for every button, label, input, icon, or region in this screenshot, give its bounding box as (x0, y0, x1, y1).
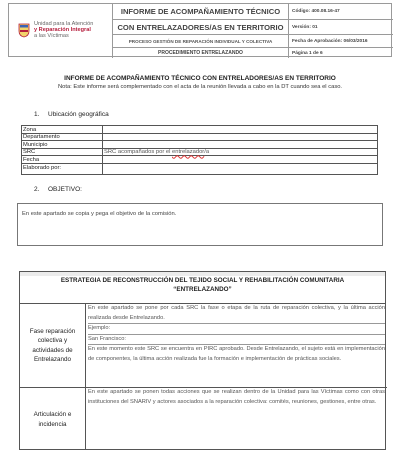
phase-label-line: actividades de (32, 346, 73, 354)
strategy-title-line-2: “ENTRELAZANDO” (173, 286, 232, 293)
geo-label: SRC (23, 149, 36, 156)
geo-label: Fecha (23, 156, 40, 163)
phase-paragraph: Ejemplo: (88, 324, 385, 335)
geo-row-zona (22, 126, 377, 134)
geo-label: Zona (23, 126, 37, 133)
articulation-content-cell[interactable] (86, 388, 387, 450)
phase-label-line: colectiva y (37, 337, 68, 344)
header-version: Versión: 01 (289, 20, 393, 35)
document-title: INFORME DE ACOMPAÑAMIENTO TÉCNICO CON ENTRELADORES/AS EN TERRITORIO (64, 75, 336, 82)
geo-row-municipio (22, 141, 377, 149)
geo-row-fecha (22, 156, 377, 164)
geo-row-src (22, 149, 377, 157)
section-2-title: OBJETIVO: (48, 186, 82, 193)
section-1-heading (34, 111, 109, 118)
objective-box[interactable] (17, 203, 383, 246)
strategy-title-line-1: ESTRATEGIA DE RECONSTRUCCIÓN DEL TEJIDO SOCIAL Y REHABILITACIÓN COMUNITARIA (60, 277, 345, 284)
header-title-column (113, 4, 289, 58)
logo-line-1-text: Unidad para la Atención (34, 21, 94, 27)
logo-line-3 (34, 33, 110, 39)
articulation-label-line: incidencia (38, 420, 67, 428)
phase-label-cell (20, 304, 86, 388)
section-2-heading (34, 186, 82, 193)
header-page-number: Página 1 de 6 (292, 50, 323, 56)
document-header (8, 3, 392, 57)
logo-line-3-text: a las Víctimas (34, 33, 69, 40)
phase-paragraph: En este apartado se pone por cada SRC la fase o etapa de la ruta de reparación colectiva, y la última acción realizada desde Entrelazando. (88, 304, 385, 324)
header-process: PROCESO GESTIÓN DE REPARACIÓN INDIVIDUAL Y COLECTIVA (113, 35, 288, 48)
geo-label: Elaborado por: (23, 164, 62, 171)
src-value-underlined: entrelazador (172, 149, 205, 156)
header-code: Código: 400.08.16-47 (289, 4, 393, 20)
header-title-line-2: CON ENTRELAZADORES/AS EN TERRITORIO (113, 20, 288, 35)
phase-label (30, 327, 76, 365)
geo-row-departamento (22, 134, 377, 142)
header-meta-column (289, 4, 393, 58)
strategy-title (20, 272, 385, 304)
section-1-number: 1. (34, 111, 40, 118)
geo-location-table (21, 125, 378, 175)
phase-paragraph: San Francisco: (88, 335, 385, 346)
articulation-label-line: Articulación e (33, 411, 72, 418)
section-1-title: Ubicación geográfica (48, 111, 109, 118)
articulation-label-cell (20, 388, 86, 450)
geo-label: Municipio (23, 141, 48, 148)
phase-label-line: Fase reparación (29, 327, 76, 335)
geo-label: Departamento (23, 134, 60, 141)
document-note: Nota: Este informe será complementado con el acta de la reunión llevada a cabo en la DT cuando sea el caso. (57, 84, 343, 90)
coat-of-arms-icon (17, 22, 31, 38)
header-approval-date: Fecha de Aprobación: 06/03/2016 (289, 35, 393, 48)
section-2-number: 2. (34, 186, 40, 193)
header-title-line-1: INFORME DE ACOMPAÑAMIENTO TÉCNICO (113, 4, 288, 20)
geo-value[interactable] (104, 149, 209, 155)
phase-label-line: Entrelazando (33, 356, 72, 363)
geo-row-elaborado (22, 164, 377, 172)
phase-content-cell[interactable] (86, 304, 387, 388)
logo-cell (9, 4, 113, 58)
src-value-prefix: SRC acompañados por el (104, 149, 172, 156)
logo-text (34, 21, 110, 40)
phase-paragraph: En este momento este SRC se encuentra en PIRC aprobado. Desde Entrelazando, el sujeto está en implementación de componentes, la última acción realizada fue la formación e implementación de prácticas sociales. (88, 346, 385, 362)
articulation-label (34, 410, 72, 429)
logo-line-2-text: y Reparación Integral (34, 27, 91, 34)
src-value-suffix: /a (204, 149, 210, 156)
articulation-paragraph: En este apartado se ponen todas acciones que se realizan dentro de la Unidad para las Víctimas como con otras instituciones del SNARIV y actores asociados a la reparación colectiva: comités, reuniones, gestiones, entre otras. (88, 389, 385, 405)
objective-text: En este apartado se copia y pega el objetivo de la comisión. (22, 211, 177, 217)
header-procedure: PROCEDIMIENTO ENTRELAZANDO (158, 50, 243, 56)
strategy-table (19, 271, 386, 450)
